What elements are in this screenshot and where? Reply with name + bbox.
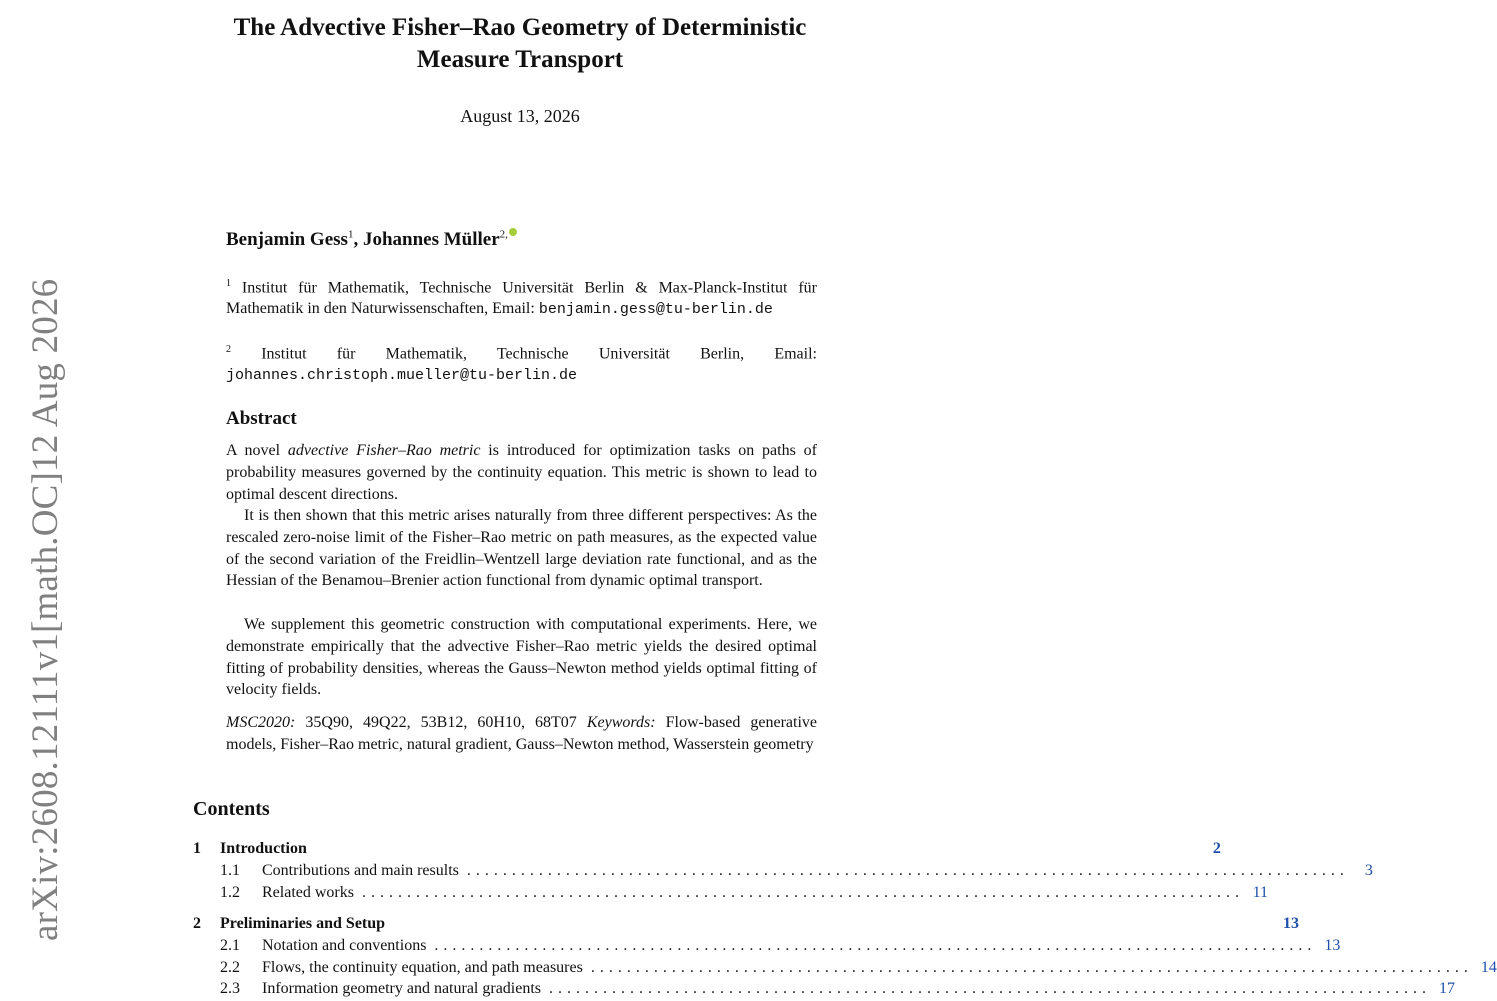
arxiv-date: 12 Aug 2026 [25,278,66,473]
toc-entry-introduction[interactable] [193,840,1221,861]
arxiv-id: arXiv:2608.12111v1 [25,633,66,942]
toc-leader: .................................................................................................. [590,959,1473,976]
abstract-heading: Abstract [226,408,297,429]
toc-page-link[interactable]: 2 [1212,840,1221,857]
toc-number: 2 [193,915,201,932]
affiliation-text-2: Institut für Mathematik, Technische Universität Berlin, Email: [261,345,817,363]
email-2[interactable]: johannes.christoph.mueller@tu-berlin.de [226,367,578,385]
affiliation-text-1: Institut für Mathematik, Technische Universität Berlin & Max-Planck-Institut für Mathematik in den Naturwissenschaften, Email: [226,279,818,318]
author-name-2: Johannes Müller [362,229,500,250]
msc-codes: 35Q90, 49Q22, 53B12, 60H10, 68T07 [295,714,587,731]
toc-page-link[interactable]: 13 [1283,915,1300,932]
toc-label: Related works [262,884,354,901]
affiliation-2 [226,339,817,386]
author-separator: , [353,229,363,250]
toc-page-link[interactable]: 3 [1364,862,1373,879]
keywords-label: Keywords: [586,714,656,731]
arxiv-side-stamp [18,265,73,955]
toc-number: 1.2 [220,884,240,901]
author-list [226,228,517,251]
toc-label: Notation and conventions [262,937,427,954]
toc-page-link[interactable]: 11 [1252,884,1268,901]
toc-entry-related-works[interactable] [193,884,1268,905]
abstract-p1-end: is introduced for optimization tasks on paths of probability measures governed by the continuity equation. This metric is shown to lead to optimal descent directions. [226,442,817,503]
toc-entry-flows[interactable] [193,959,1497,980]
abstract-paragraph-2: It is then shown that this metric arises naturally from three different perspectives: As the rescaled zero-noise limit of the Fisher–Rao metric on path measures, as the expected value of the second variation of the Freidlin–Wentzell large deviation rate functional, and as the Hessian of the Benamou–Brenier action functional from dynamic optimal transport. [226,507,817,590]
toc-label: Information geometry and natural gradients [262,980,542,997]
author-mark-1: 1 [347,228,354,241]
abstract-p1-italic: advective Fisher–Rao metric [287,442,481,459]
paper-date: August 13, 2026 [460,106,580,126]
abstract-paragraph-1 [226,440,817,505]
email-1[interactable]: benjamin.gess@tu-berlin.de [538,301,773,319]
toc-label: Flows, the continuity equation, and path measures [262,959,583,976]
toc-entry-contributions[interactable] [193,862,1373,883]
arxiv-category: [math.OC] [25,472,66,634]
abstract-p1-start: A novel [226,442,288,459]
toc-label: Preliminaries and Setup [220,915,386,932]
toc-number: 2.1 [220,937,240,954]
toc-label: Contributions and main results [262,862,459,879]
toc-entry-notation[interactable] [193,937,1341,958]
toc-leader: .................................................................................................. [361,884,1244,901]
toc-number: 2.3 [220,980,240,997]
affiliation-mark-1: 1 [226,278,231,289]
toc-leader: .................................................................................................. [549,980,1432,997]
toc-leader: .................................................................................................. [466,862,1349,879]
toc-page-link[interactable]: 13 [1324,937,1341,954]
toc-entry-information-geometry[interactable] [193,980,1456,1001]
author-mark-2: 2, [499,228,508,241]
abstract-paragraph-3: We supplement this geometric construction with computational experiments. Here, we demonstrate empirically that the advective Fisher–Rao metric yields the desired optimal fitting of probability densities, whereas the Gauss–Newton method yields optimal fitting of velocity fields. [226,616,817,699]
contents-heading: Contents [193,798,270,820]
toc-label: Introduction [220,840,307,857]
affiliation-mark-2: 2 [226,344,231,355]
toc-entry-preliminaries[interactable] [193,915,1300,936]
toc-leader: .................................................................................................. [434,937,1317,954]
author-name-1: Benjamin Gess [226,229,348,250]
toc-page-link[interactable]: 14 [1480,959,1497,976]
toc-number: 2.2 [220,959,240,976]
keywords-text: Flow-based generative models, Fisher–Rao metric, natural gradient, Gauss–Newton method, Wasserstein geometry [226,714,818,753]
toc-page-link[interactable]: 17 [1439,980,1456,997]
title-line-2: Measure Transport [416,46,624,73]
toc-number: 1.1 [220,862,240,879]
title-line-1: The Advective Fisher–Rao Geometry of Deterministic [233,14,807,41]
msc-label: MSC2020: [226,714,296,731]
paper-title [210,12,830,76]
msc-keywords [226,712,817,756]
toc-number: 1 [193,840,201,857]
orcid-icon[interactable] [509,228,517,236]
affiliation-1 [226,273,817,320]
